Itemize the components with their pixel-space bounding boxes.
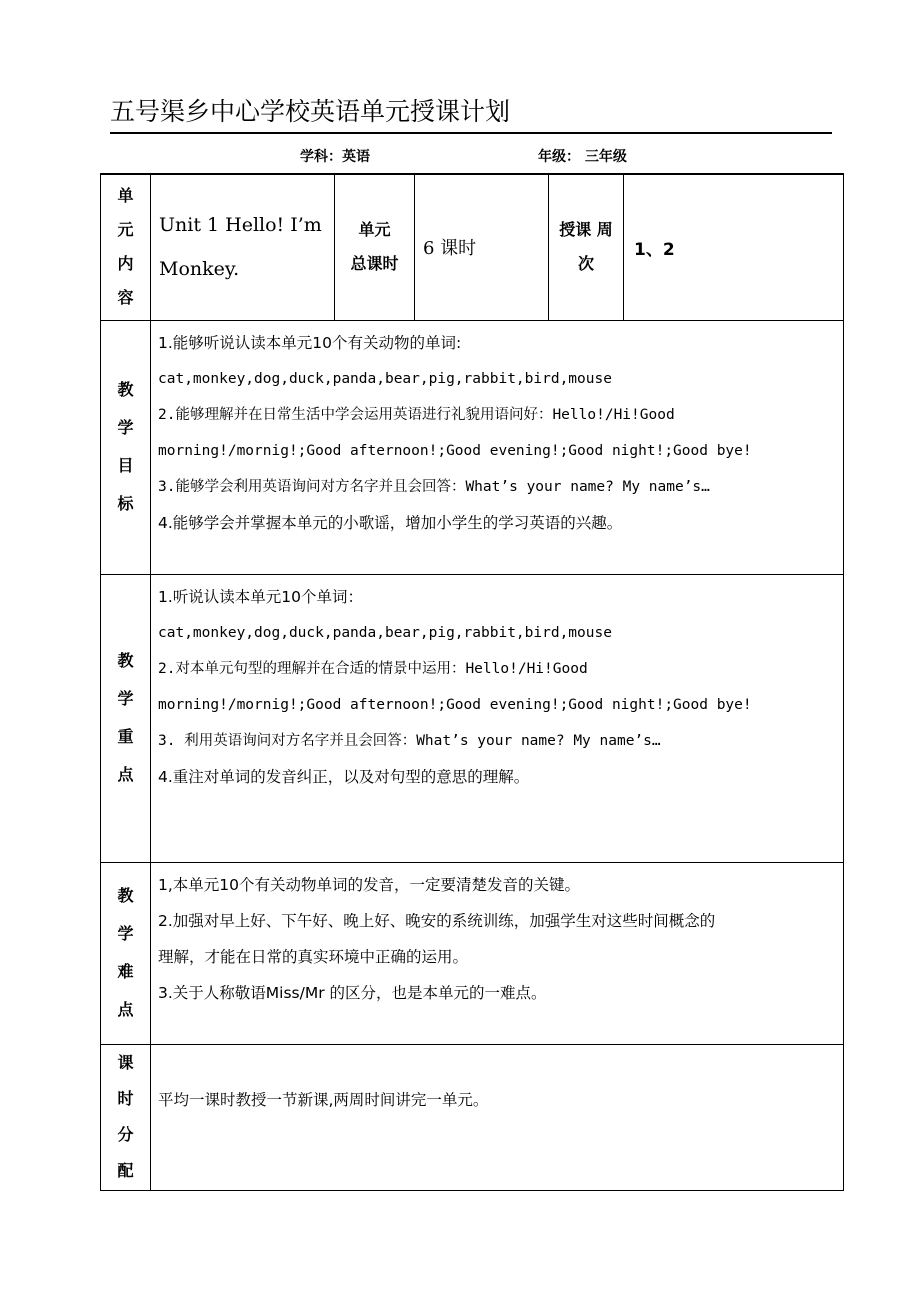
key-points-content: [151, 574, 844, 862]
key-points-row: [101, 574, 844, 862]
objective-line: 4.能够学会并掌握本单元的小歌谣，增加小学生的学习英语的兴趣。: [158, 513, 623, 532]
allocation-text: 平均一课时教授一节新课,两周时间讲完一单元。: [158, 1091, 489, 1109]
objective-line: 1.能够听说认读本单元10个有关动物的单词:: [158, 333, 462, 352]
key-points-label: 教 学 重 点: [101, 574, 151, 862]
key-point-line: 4.重注对单词的发音纠正，以及对句型的意思的理解。: [158, 767, 530, 786]
allocation-row: [101, 1044, 844, 1190]
difficulty-line: 1,本单元10个有关动物单词的发音，一定要清楚发音的关键。: [158, 875, 581, 894]
grade-label: 年级： 三年级: [538, 149, 627, 165]
difficulty-line: 3.关于人称敬语Miss/Mr 的区分，也是本单元的一难点。: [158, 983, 547, 1002]
key-point-line: morning!/mornig!;Good afternoon!;Good evening!;Good night!;Good bye!: [158, 696, 752, 713]
allocation-content: [151, 1044, 844, 1190]
difficulty-line: 理解，才能在日常的真实环境中正确的运用。: [158, 947, 469, 966]
teaching-weeks-label: 授课 周 次: [549, 174, 624, 320]
unit-content-row: [101, 174, 844, 320]
subject-label: 学科：英语: [300, 149, 370, 165]
difficulties-row: [101, 862, 844, 1044]
objective-line: 2.能够理解并在日常生活中学会运用英语进行礼貌用语问好：Hello!/Hi!Good: [158, 406, 675, 423]
key-point-line: cat,monkey,dog,duck,panda,bear,pig,rabbit,bird,mouse: [158, 624, 612, 641]
objective-line: morning!/mornig!;Good afternoon!;Good evening!;Good night!;Good bye!: [158, 442, 752, 459]
allocation-label: 课 时 分 配: [101, 1044, 151, 1190]
difficulties-content: [151, 862, 844, 1044]
difficulty-line: 2.加强对早上好、下午好、晚上好、晚安的系统训练，加强学生对这些时间概念的: [158, 911, 716, 930]
unit-title: Unit 1 Hello! I’m Monkey.: [151, 174, 335, 320]
objective-line: cat,monkey,dog,duck,panda,bear,pig,rabbit,bird,mouse: [158, 370, 612, 387]
difficulties-label: 教 学 难 点: [101, 862, 151, 1044]
objectives-label: 教 学 目 标: [101, 320, 151, 574]
key-point-line: 1.听说认读本单元10个单词：: [158, 587, 364, 606]
objectives-content: [151, 320, 844, 574]
teaching-weeks-value: 1、2: [624, 174, 844, 320]
key-point-line: 3. 利用英语询问对方名字并且会回答：What’s your name? My name’s…: [158, 732, 661, 749]
unit-content-label: 单 元 内 容: [101, 174, 151, 320]
lesson-plan-table: [100, 173, 844, 1191]
objective-line: 3.能够学会利用英语询问对方名字并且会回答：What’s your name? My name’s…: [158, 478, 710, 495]
objectives-row: [101, 320, 844, 574]
total-hours-label: 单元 总课时: [335, 174, 415, 320]
page-title: 五号渠乡中心学校英语单元授课计划: [110, 92, 832, 134]
key-point-line: 2.对本单元句型的理解并在合适的情景中运用：Hello!/Hi!Good: [158, 660, 588, 677]
total-hours-value: 6 课时: [415, 174, 549, 320]
